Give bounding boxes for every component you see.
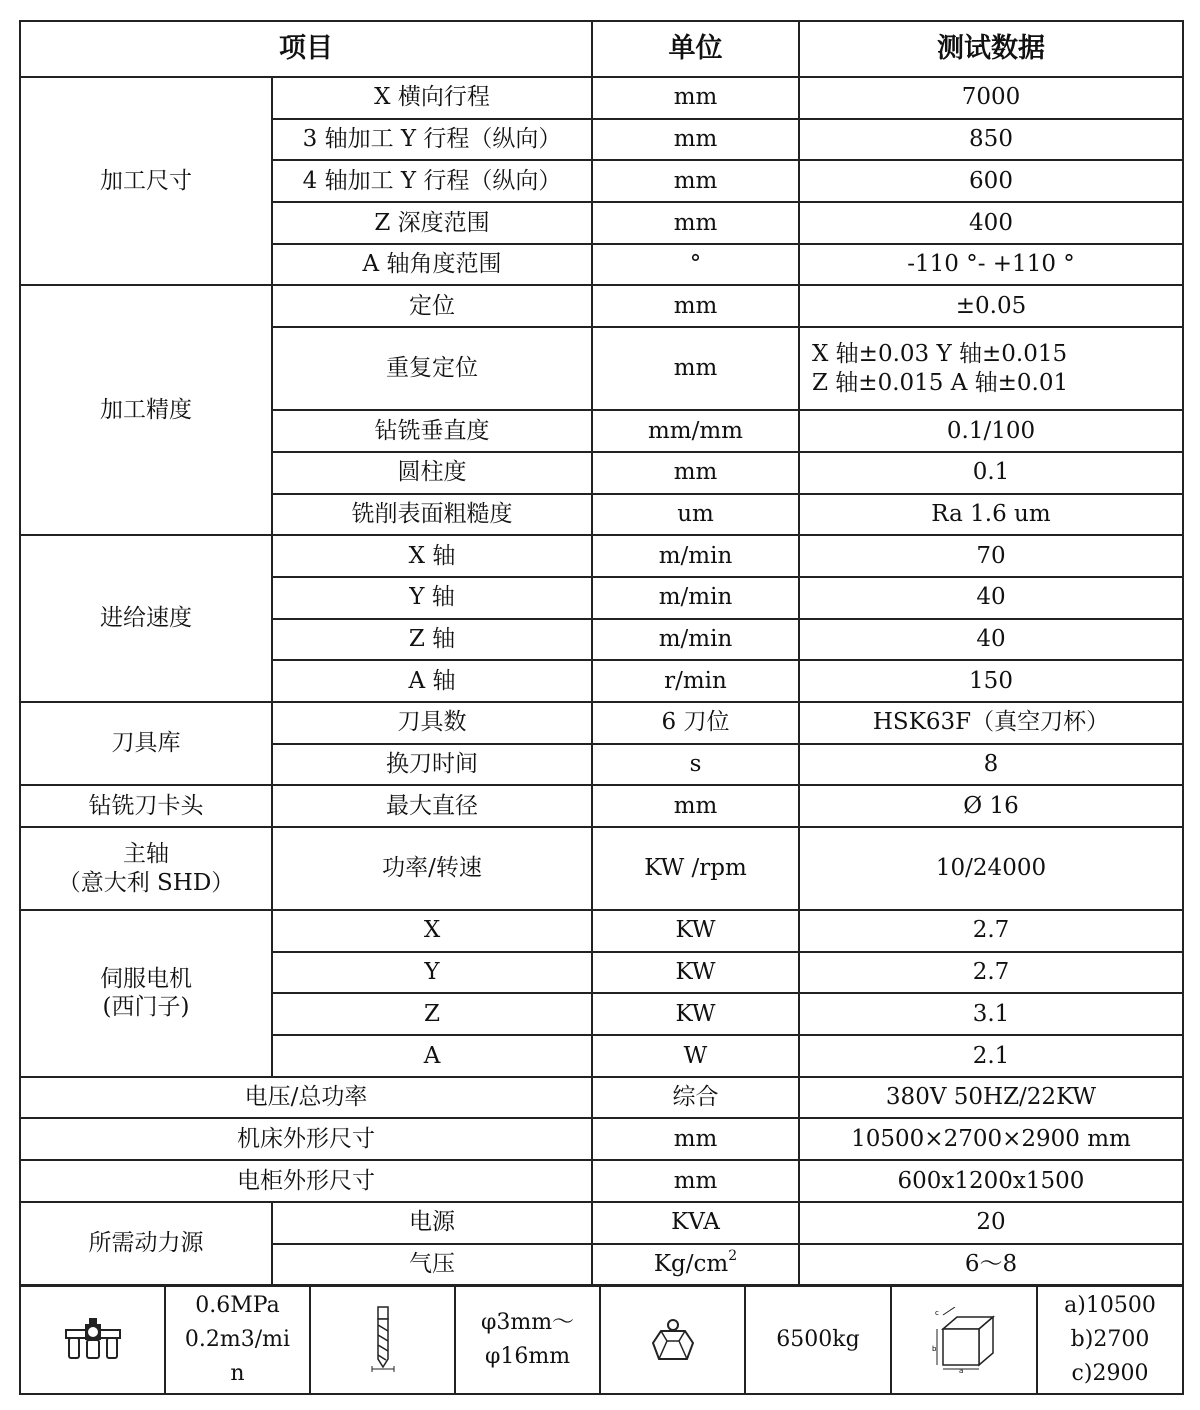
section-label: 钻铣刀卡头 [20,785,272,827]
row-value: 0.1 [799,452,1183,494]
row-unit: um [592,494,799,536]
row-name: X 轴 [272,535,592,577]
row-value: Ra 1.6 um [799,494,1183,536]
row-name: X [272,910,592,952]
row-name: 电源 [272,1202,592,1244]
row-value: 380V 50HZ/22KW [799,1077,1183,1119]
row-name: A 轴 [272,660,592,702]
row-value: HSK63F（真空刀杯） [799,702,1183,744]
unit-superscript: 2 [728,1247,738,1264]
row-unit: m/min [592,535,799,577]
row-unit: mm [592,77,799,119]
section-label [20,910,272,1077]
section-label: 进给速度 [20,535,272,702]
table-row [20,1202,1183,1244]
table-row [20,77,1183,119]
air-flow-cont: n [230,1361,245,1387]
section-label-line: 主轴 [123,840,169,867]
row-name: A [272,1035,592,1077]
table-row [20,910,1183,952]
table-row [20,535,1183,577]
section-label-line: (西门子) [102,994,190,1021]
row-unit: mm [592,327,799,410]
row-unit: m/min [592,577,799,619]
row-unit: W [592,1035,799,1077]
table-header-row [20,21,1183,77]
row-name: 气压 [272,1244,592,1286]
row-name: 功率/转速 [272,827,592,910]
row-value: 600x1200x1500 [799,1160,1183,1202]
svg-text:a: a [959,1367,964,1373]
row-name: 刀具数 [272,702,592,744]
air-flow: 0.2m3/mi [184,1326,291,1352]
row-unit: mm [592,160,799,202]
drill-spec [455,1286,600,1394]
row-value: Ø 16 [799,785,1183,827]
table-row [20,827,1183,910]
svg-text:b: b [932,1345,937,1353]
unit-base: Kg/cm [653,1250,729,1277]
row-name: 铣削表面粗糙度 [272,494,592,536]
row-unit: KVA [592,1202,799,1244]
dimension-a: a)10500 [1064,1292,1156,1318]
section-label: 加工尺寸 [20,77,272,285]
row-name: 电柜外形尺寸 [20,1160,592,1202]
icon-table [19,1285,1184,1395]
row-name: 电压/总功率 [20,1077,592,1119]
section-label: 加工精度 [20,285,272,535]
section-label [20,827,272,910]
header-item: 项目 [20,21,592,77]
row-value: 3.1 [799,993,1183,1035]
weight-icon [600,1286,745,1394]
drill-max: φ16mm [484,1344,571,1369]
row-value: 2.7 [799,952,1183,994]
row-name: 4 轴加工 Y 行程（纵向） [272,160,592,202]
row-value: 2.7 [799,910,1183,952]
row-value: 600 [799,160,1183,202]
header-data: 测试数据 [799,21,1183,77]
row-unit: mm [592,1118,799,1160]
section-label: 所需动力源 [20,1202,272,1285]
row-unit: mm [592,785,799,827]
drill-min: φ3mm～ [480,1309,575,1335]
svg-text:c: c [935,1309,939,1317]
row-value: 10500×2700×2900 mm [799,1118,1183,1160]
row-value: 6～8 [799,1244,1183,1286]
row-name: 圆柱度 [272,452,592,494]
row-value: 850 [799,119,1183,161]
row-name: 换刀时间 [272,744,592,786]
row-unit: KW [592,952,799,994]
row-value: 70 [799,535,1183,577]
row-value: -110 °- +110 ° [799,244,1183,286]
row-value: 7000 [799,77,1183,119]
row-value: 10/24000 [799,827,1183,910]
spec-table [19,20,1184,1286]
row-value: 0.1/100 [799,410,1183,452]
dimension-b: b)2700 [1070,1326,1150,1352]
row-unit: m/min [592,619,799,661]
row-unit: ° [592,244,799,286]
row-value: 400 [799,202,1183,244]
row-name: 机床外形尺寸 [20,1118,592,1160]
row-name: A 轴角度范围 [272,244,592,286]
header-unit: 单位 [592,21,799,77]
row-name: Z 深度范围 [272,202,592,244]
table-row [20,1077,1183,1119]
row-unit: mm [592,1160,799,1202]
row-unit: s [592,744,799,786]
row-value: 8 [799,744,1183,786]
row-name: Y [272,952,592,994]
row-value: 40 [799,577,1183,619]
row-value: 150 [799,660,1183,702]
row-value: 40 [799,619,1183,661]
air-spec [165,1286,310,1394]
row-name: 重复定位 [272,327,592,410]
row-name: 钻铣垂直度 [272,410,592,452]
row-name: Y 轴 [272,577,592,619]
table-row [20,785,1183,827]
table-row [20,285,1183,327]
row-unit: mm [592,452,799,494]
table-row [20,1118,1183,1160]
section-label-line: （意大利 SHD） [57,869,235,896]
row-unit: 综合 [592,1077,799,1119]
row-unit: mm/mm [592,410,799,452]
row-unit: r/min [592,660,799,702]
row-unit: mm [592,202,799,244]
table-row [20,702,1183,744]
dimension-box-icon [891,1286,1037,1394]
row-unit: KW [592,910,799,952]
row-unit: KW /rpm [592,827,799,910]
row-unit: mm [592,285,799,327]
row-unit: KW [592,993,799,1035]
row-value-line: X 轴±0.03 Y 轴±0.015 [812,340,1068,367]
icon-row [20,1286,1183,1394]
dimension-c: c)2900 [1071,1361,1149,1387]
row-value [799,327,1183,410]
row-unit [592,1244,799,1286]
row-value-line: Z 轴±0.015 A 轴±0.01 [812,369,1069,396]
row-value: 2.1 [799,1035,1183,1077]
air-filter-regulator-icon [20,1286,165,1394]
row-unit: 6 刀位 [592,702,799,744]
row-name: Z [272,993,592,1035]
weight-value: 6500kg [745,1286,891,1394]
section-label: 刀具库 [20,702,272,785]
section-label-line: 伺服电机 [100,965,192,992]
row-name: 定位 [272,285,592,327]
drill-bit-icon [310,1286,455,1394]
row-name: Z 轴 [272,619,592,661]
row-name: X 横向行程 [272,77,592,119]
row-value: 20 [799,1202,1183,1244]
row-name: 3 轴加工 Y 行程（纵向） [272,119,592,161]
dimension-spec [1037,1286,1183,1394]
row-unit: mm [592,119,799,161]
row-value: ±0.05 [799,285,1183,327]
row-name: 最大直径 [272,785,592,827]
air-pressure: 0.6MPa [195,1292,280,1318]
table-row [20,1160,1183,1202]
